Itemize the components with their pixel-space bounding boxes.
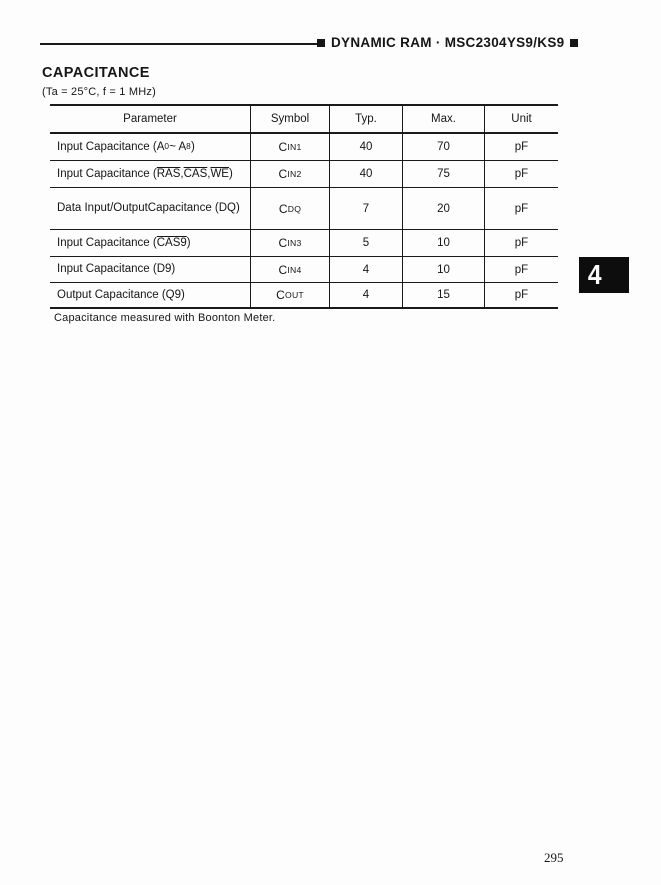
- table-row: [50, 257, 558, 283]
- symbol-cell: C IN3: [251, 230, 330, 256]
- table-row: [50, 134, 558, 161]
- capacitance-table: [50, 104, 558, 309]
- bullet-square-icon: [570, 39, 578, 47]
- test-conditions: (Ta = 25°C, f = 1 MHz): [42, 86, 156, 98]
- unit-cell: pF: [514, 141, 529, 153]
- symbol-cell: C IN4: [251, 257, 330, 282]
- max-cell: 75: [403, 161, 485, 187]
- max-cell: 10: [403, 230, 485, 256]
- unit-cell: pF: [514, 168, 529, 180]
- col-header-symbol: Symbol: [251, 106, 330, 132]
- unit-cell: pF: [514, 289, 529, 301]
- section-heading: CAPACITANCE: [42, 65, 150, 81]
- symbol-cell: C OUT: [251, 283, 330, 307]
- parameter-cell: Input Capacitance ( $\overline{RAS}$ , $\overline{CAS}$ , $\overline{WE}$ ): [50, 161, 251, 187]
- unit-cell: pF: [514, 263, 529, 276]
- max-cell: 15: [403, 283, 485, 307]
- typ-cell: 40: [330, 134, 403, 160]
- parameter-cell: Input Capacitance (A 0 ~ A 8 ): [50, 134, 251, 160]
- parameter-cell: Output Capacitance (Q9): [50, 283, 251, 307]
- max-cell: 20: [403, 188, 485, 229]
- table-header-row: [50, 106, 558, 134]
- unit-cell: pF: [514, 237, 529, 249]
- col-header-unit: Unit: [511, 113, 532, 125]
- chapter-tab: [579, 257, 629, 293]
- col-header-parameter: Parameter: [50, 106, 251, 132]
- typ-cell: 4: [330, 283, 403, 307]
- col-header-max: Max.: [403, 106, 485, 132]
- typ-cell: 40: [330, 161, 403, 187]
- measurement-footnote: Capacitance measured with Boonton Meter.: [54, 312, 276, 324]
- symbol-cell: C DQ: [251, 188, 330, 229]
- unit-cell: pF: [514, 202, 529, 215]
- header-rule: [40, 43, 317, 45]
- symbol-cell: C IN2: [251, 161, 330, 187]
- page-number: 295: [544, 850, 564, 865]
- document-title-text: DYNAMIC RAM · MSC2304YS9/KS9: [331, 35, 565, 50]
- max-cell: 10: [403, 257, 485, 282]
- table-row: [50, 161, 558, 188]
- max-cell: 70: [403, 134, 485, 160]
- parameter-cell: Input Capacitance (D9): [50, 257, 251, 282]
- table-row: [50, 188, 558, 230]
- col-header-typ: Typ.: [330, 106, 403, 132]
- bullet-square-icon: [317, 39, 325, 47]
- chapter-tab-number: 4: [587, 259, 602, 290]
- table-row: [50, 230, 558, 257]
- table-row: [50, 283, 558, 309]
- typ-cell: 7: [330, 188, 403, 229]
- typ-cell: 4: [330, 257, 403, 282]
- parameter-cell: Data Input/Output Capacitance (DQ): [50, 188, 251, 229]
- symbol-cell: C IN1: [251, 134, 330, 160]
- parameter-cell: Input Capacitance ( CAS9 ): [50, 230, 251, 256]
- typ-cell: 5: [330, 230, 403, 256]
- document-title: [317, 35, 578, 50]
